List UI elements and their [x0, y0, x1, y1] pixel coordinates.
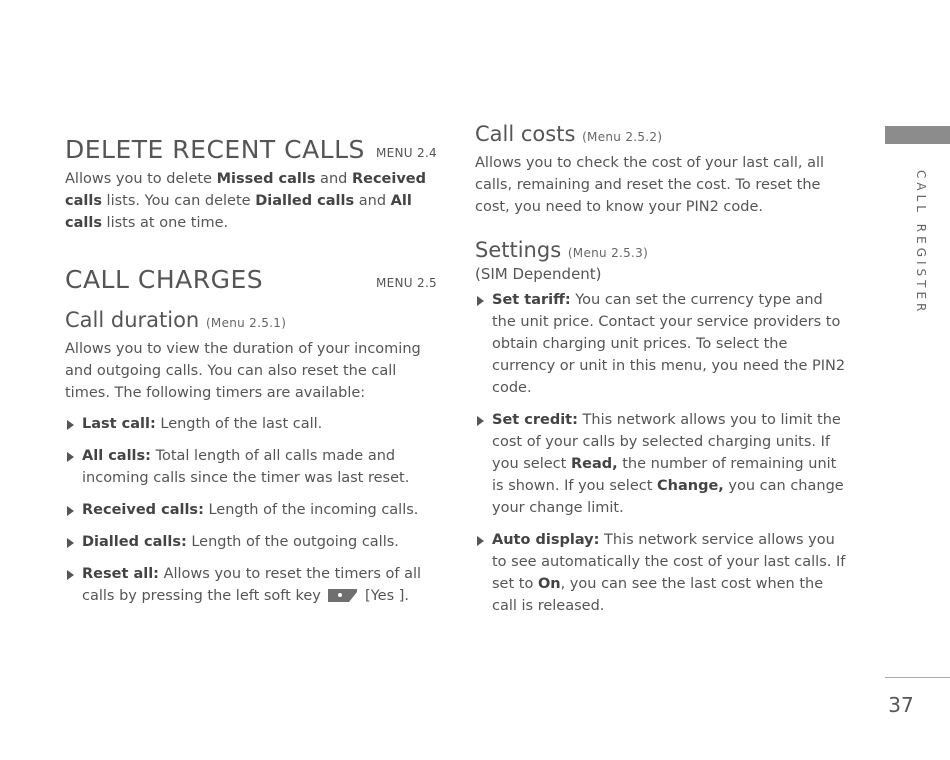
list-item: Last call: Length of the last call.: [65, 413, 437, 435]
right-column: [475, 118, 850, 617]
delete-recent-calls-menu-ref: MENU 2.4: [376, 146, 437, 160]
chapter-label: CALL REGISTER: [914, 170, 928, 316]
list-item: Set tariff: You can set the currency type and the unit price. Contact your service providers to obtain charging unit prices. To select the currency or unit in this menu, you need the PIN2 code.: [475, 289, 850, 399]
footer-rule: [885, 677, 950, 678]
call-duration-heading: Call duration (Menu 2.5.1): [65, 308, 287, 332]
triangle-bullet-icon: [477, 296, 484, 306]
call-costs-text: Allows you to check the cost of your last call, all calls, remaining and reset the cost. To reset the cost, you need to know your PIN2 code.: [475, 155, 825, 215]
triangle-bullet-icon: [67, 452, 74, 462]
page-number: 37: [888, 693, 914, 717]
list-item: Dialled calls: Length of the outgoing calls.: [65, 531, 437, 553]
triangle-bullet-icon: [67, 420, 74, 430]
list-item: Reset all: Allows you to reset the timers of all calls by pressing the left soft key [Yes ].: [65, 563, 437, 607]
list-item: Auto display: This network service allows you to see automatically the cost of your last calls. If set to On, you can see the last cost when the call is released.: [475, 529, 850, 617]
triangle-bullet-icon: [67, 538, 74, 548]
sim-dependent-note: (SIM Dependent): [475, 265, 602, 283]
list-item: Received calls: Length of the incoming calls.: [65, 499, 437, 521]
delete-recent-calls-header: [65, 118, 437, 164]
call-charges-title: CALL CHARGES: [65, 265, 264, 294]
triangle-bullet-icon: [477, 536, 484, 546]
call-costs-heading: Call costs (Menu 2.5.2): [475, 122, 663, 146]
list-item: All calls: Total length of all calls made and incoming calls since the timer was last reset.: [65, 445, 437, 489]
triangle-bullet-icon: [477, 416, 484, 426]
chapter-tab: [885, 126, 950, 144]
call-charges-header: [65, 248, 437, 294]
left-column: [65, 118, 437, 607]
settings-heading: Settings (Menu 2.5.3): [475, 238, 649, 262]
left-soft-key-icon: [327, 587, 358, 603]
delete-recent-calls-title: DELETE RECENT CALLS: [65, 135, 365, 164]
triangle-bullet-icon: [67, 506, 74, 516]
call-duration-text: Allows you to view the duration of your incoming and outgoing calls. You can also reset the call times. The following timers are available:: [65, 341, 421, 401]
delete-recent-calls-text: Allows you to delete Missed calls and Received calls lists. You can delete Dialled calls and All calls lists at one time.: [65, 171, 427, 231]
call-charges-menu-ref: MENU 2.5: [376, 276, 437, 290]
triangle-bullet-icon: [67, 570, 74, 580]
list-item: Set credit: This network allows you to limit the cost of your calls by selected charging units. If you select Read, the number of remaining unit is shown. If you select Change, you can change your change limit.: [475, 409, 850, 519]
